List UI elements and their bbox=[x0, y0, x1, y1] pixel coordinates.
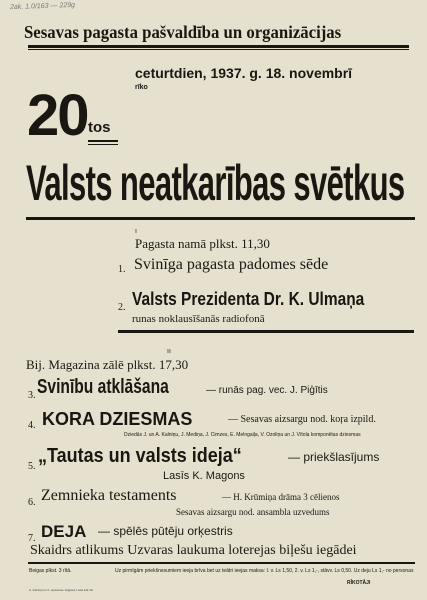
program-item-drama: Zemnieka testaments bbox=[41, 487, 177, 504]
first-venue: Pagasta namā plkst. 11,30 bbox=[135, 236, 270, 251]
end-time: Beigas plkst. 3 rītā. bbox=[29, 568, 72, 574]
archive-mark: 2ak. 1.0/163 — 229g bbox=[9, 1, 76, 12]
second-venue: Bij. Magazina zālē plkst. 17,30 bbox=[26, 357, 189, 372]
organizers-signature: RĪKOTĀJI bbox=[347, 580, 371, 586]
program-item-performers: Sesavas aizsargu nod. ansamblа uzvedums bbox=[176, 507, 330, 517]
ordinal-underline-2 bbox=[88, 144, 118, 145]
printer-imprint: A. Kalniņa un b. spiestuve Jelgavā, Lielā ielā 19. bbox=[29, 588, 94, 592]
item-number: 7. bbox=[28, 533, 36, 544]
program-item-subtitle: runas noklausīšanās radiofonā bbox=[132, 313, 265, 325]
program-item-opening: Svinību atklāšana bbox=[37, 376, 169, 398]
program-item-subtitle: — runās pag. vec. J. Piģītis bbox=[206, 385, 328, 396]
section-marker: ı bbox=[135, 228, 137, 235]
section-rule bbox=[118, 330, 414, 333]
program-item-subtitle: — spēlēs pūtēju orķestris bbox=[98, 524, 233, 538]
program-item-dance: DEJA bbox=[41, 522, 87, 541]
ordinal-suffix: tos bbox=[88, 119, 111, 136]
item-number: 5. bbox=[28, 461, 36, 472]
section-marker: ıı bbox=[167, 348, 171, 355]
title-rule bbox=[26, 217, 415, 220]
organizer-verb: rīko bbox=[135, 84, 148, 91]
bottom-rule bbox=[28, 562, 415, 564]
program-item-choir-songs: KORA DZIESMAS bbox=[42, 409, 193, 429]
header-rule bbox=[28, 45, 409, 48]
item-number: 4. bbox=[28, 420, 36, 431]
poster-header: Sesavas pagasta pašvaldība un organizācijas bbox=[24, 22, 342, 42]
header-rule-thin bbox=[28, 49, 409, 50]
program-item-subtitle: — priekšlasījums bbox=[288, 450, 380, 464]
ordinal-underline bbox=[88, 140, 118, 142]
proceeds-note: Skaidrs atlikums Uzvaras laukuma loterejas biļešu iegādei bbox=[30, 543, 357, 558]
program-item-presenter: Lasīs K. Magons bbox=[163, 470, 245, 482]
program-item-subtitle: — H. Krūmiņa drāma 3 cēlienos bbox=[222, 492, 340, 502]
program-item-president-speech: Valsts Prezidenta Dr. K. Ulmaņa bbox=[132, 289, 365, 309]
program-item-note: Dziedās J. un A. Kalniņu, J. Mediņa, J. Cimzes, E. Melngaiļa, V. Ozoliņa un J. Vītola komponētas dziesmas bbox=[124, 432, 361, 438]
item-number: 1. bbox=[118, 264, 126, 275]
program-item-subtitle: — Sesavas aizsargu nod. koŗa izpild. bbox=[228, 414, 376, 425]
item-number: 6. bbox=[28, 497, 36, 508]
program-item-council-meeting: Svinīga pagasta padomes sēde bbox=[134, 256, 329, 273]
item-number: 3. bbox=[28, 390, 36, 401]
anniversary-number: 20 bbox=[27, 83, 88, 148]
program-item-lecture: „Tautas un valsts ideja“ bbox=[38, 445, 242, 467]
event-date: ceturtdien, 1937. g. 18. novembrī bbox=[135, 65, 353, 81]
item-number: 2. bbox=[118, 302, 126, 313]
admission-prices: Uz pirmīgām priekšnesumiem ieeja brīva bet uz teātri ieejas maksa: I. v. Ls 1,50, 2. v. Ls 1,-, stāvv. Ls 0,50. Uz deju Ls 1,- no personas bbox=[115, 568, 414, 574]
event-title: Valsts neatkarības svētkus bbox=[26, 155, 405, 211]
